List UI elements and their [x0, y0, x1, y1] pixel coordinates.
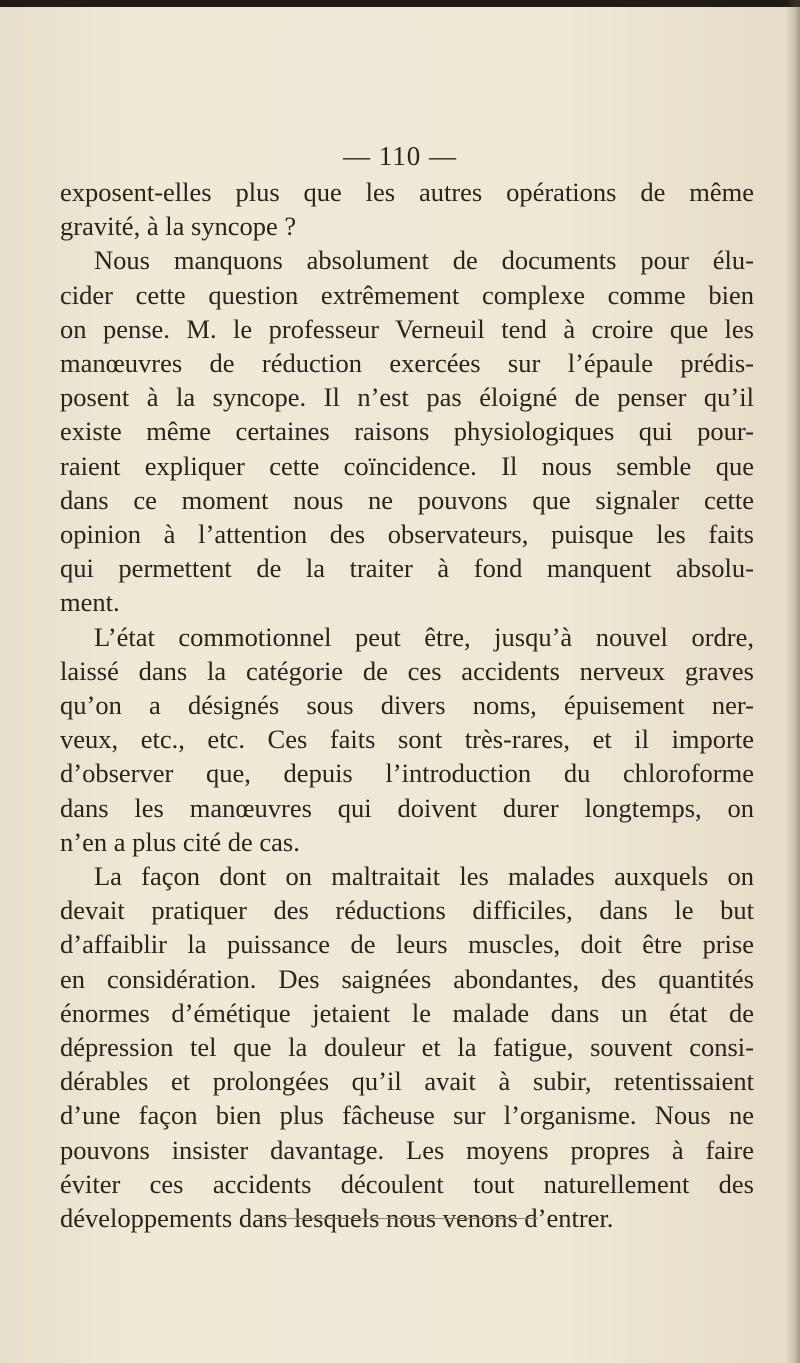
text-line: dans ce moment nous ne pouvons que signaler cette — [60, 484, 754, 515]
text-line: L’état commotionnel peut être, jusqu’à nouvel ordre, — [94, 621, 754, 652]
text-line: dépression tel que la douleur et la fatigue, souvent consi- — [60, 1032, 754, 1063]
text-line: gravité, à la syncope ? — [60, 211, 297, 242]
text-line: laissé dans la catégorie de ces accidents nerveux graves — [60, 655, 754, 686]
text-line: cider cette question extrêmement complexe comme bien — [60, 279, 754, 310]
text-line: qu’on a désignés sous divers noms, épuisement ner- — [60, 690, 754, 721]
text-line: pouvons insister davantage. Les moyens propres à faire — [60, 1134, 754, 1165]
text-line: Nous manquons absolument de documents pour élu- — [94, 245, 754, 276]
text-line: posent à la syncope. Il n’est pas éloigné de penser qu’il — [60, 382, 754, 413]
text-line: dérables et prolongées qu’il avait à subir, retentissaient — [60, 1066, 754, 1097]
text-line: veux, etc., etc. Ces faits sont très-rares, et il importe — [60, 724, 754, 755]
text-line: devait pratiquer des réductions difficiles, dans le but — [60, 895, 754, 926]
scan-top-border — [0, 0, 800, 7]
text-line: développements dans lesquels nous venons d’entrer. — [60, 1203, 614, 1234]
text-line: qui permettent de la traiter à fond manquent absolu- — [60, 553, 754, 584]
text-line: ment. — [60, 587, 120, 618]
text-line: d’observer que, depuis l’introduction du chloroforme — [60, 758, 754, 789]
text-line: énormes d’émétique jetaient le malade dans un état de — [60, 997, 754, 1028]
text-line: existe même certaines raisons physiologiques qui pour- — [60, 416, 754, 447]
text-line: dans les manœuvres qui doivent durer longtemps, on — [60, 792, 754, 823]
text-line: d’affaiblir la puissance de leurs muscles, doit être prise — [60, 929, 754, 960]
text-line: d’une façon bien plus fâcheuse sur l’organisme. Nous ne — [60, 1100, 754, 1131]
text-line: manœuvres de réduction exercées sur l’épaule prédis- — [60, 348, 754, 379]
text-line: opinion à l’attention des observateurs, puisque les faits — [60, 519, 754, 550]
text-line: La façon dont on maltraitait les malades auxquels on — [94, 861, 754, 892]
text-line: exposent-elles plus que les autres opérations de même — [60, 177, 754, 207]
text-line: éviter ces accidents découlent tout naturellement des — [60, 1168, 754, 1199]
page-edge-shadow — [786, 0, 800, 1363]
body-text — [60, 175, 754, 1235]
text-line: n’en a plus cité de cas. — [60, 826, 300, 857]
text-line: en considération. Des saignées abondantes, des quantités — [60, 963, 754, 994]
text-line: on pense. M. le professeur Verneuil tend à croire que les — [60, 313, 754, 344]
text-line: raient expliquer cette coïncidence. Il nous semble que — [60, 450, 754, 481]
end-rule — [258, 1218, 538, 1219]
page-number: — 110 — — [343, 141, 457, 171]
